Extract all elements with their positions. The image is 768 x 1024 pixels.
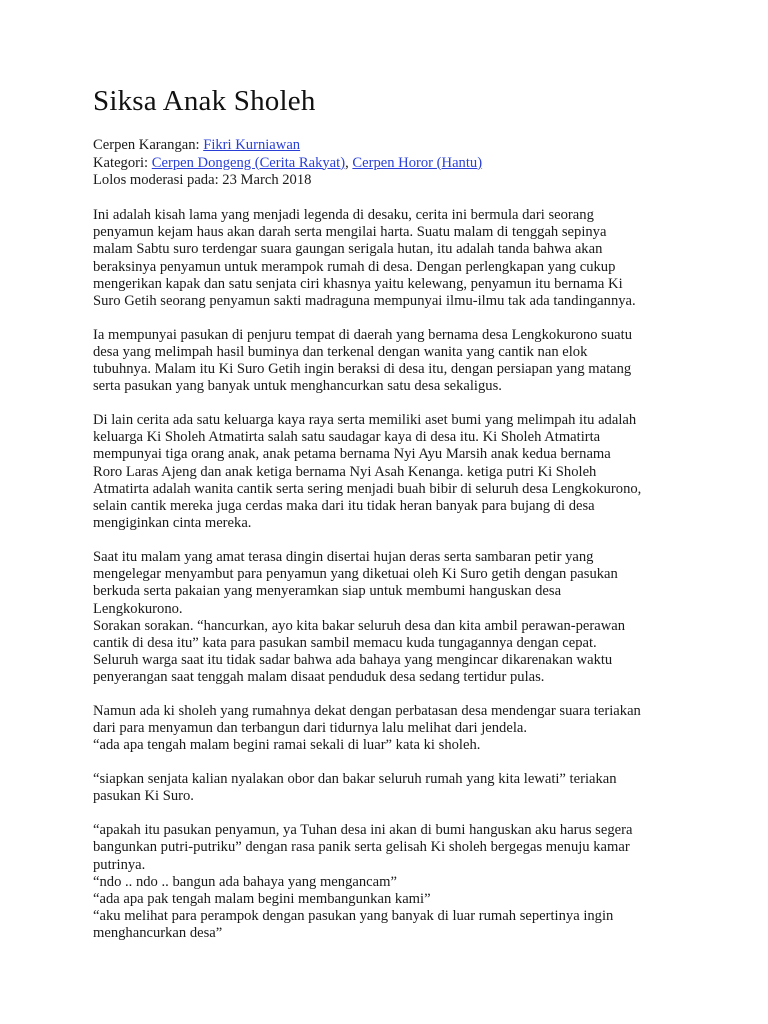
paragraph-line: Lengkokurono. xyxy=(93,600,183,617)
paragraph-line: “ada apa tengah malam begini ramai sekali di luar” kata ki sholeh. xyxy=(93,737,481,754)
paragraph-line: penyamun kejam haus akan darah serta mengilai harta. Suatu malam di tenggah sepinya xyxy=(93,224,607,241)
paragraph-line: Ini adalah kisah lama yang menjadi legenda di desaku, cerita ini bermula dari seorang xyxy=(93,207,594,223)
paragraph-line: mempunyai tiga orang anak, anak petama bernama Nyi Ayu Marsih anak kedua bernama xyxy=(93,446,611,463)
paragraph-line: Di lain cerita ada satu keluarga kaya raya serta memiliki aset bumi yang melimpah itu adalah xyxy=(93,412,637,429)
paragraph-line: tubuhnya. Malam itu Ki Suro Getih ingin beraksi di desa itu, dengan persiapan yang matang xyxy=(93,361,632,378)
author-label: Cerpen Karangan: xyxy=(93,137,204,153)
story-paragraph xyxy=(93,822,693,942)
paragraph-line: dari para menyamun dan terbangun dari tidurnya lalu melihat dari jendela. xyxy=(93,720,528,737)
paragraph-line: cantik di desa itu” kata para pasukan sambil memacu kuda tungagannya dengan cepat. xyxy=(93,634,597,651)
paragraph-line: Ia mempunyai pasukan di penjuru tempat di daerah yang bernama desa Lengkokurono suatu xyxy=(93,326,632,343)
story-paragraph xyxy=(93,207,693,310)
story-paragraph xyxy=(93,412,693,532)
story-meta xyxy=(93,137,482,190)
paragraph-line: “siapkan senjata kalian nyalakan obor dan bakar seluruh rumah yang kita lewati” teriakan xyxy=(93,771,617,788)
story-body xyxy=(93,207,693,959)
moderation-date: Lolos moderasi pada: 23 March 2018 xyxy=(93,172,312,188)
paragraph-line: penyerangan saat tenggah malam disaat penduduk desa sedang tertidur pulas. xyxy=(93,669,545,686)
paragraph-line: mengelegar menyambut para penyamun yang diketuai oleh Ki Suro getih dengan pasukan xyxy=(93,566,618,583)
paragraph-line: menghancurkan desa” xyxy=(93,925,223,942)
paragraph-line: selain cantik mereka juga cerdas maka dari itu tidak heran banyak para bujang di desa xyxy=(93,498,595,515)
paragraph-line: Suro Getih seorang penyamun sakti madraguna mempunyai ilmu-ilmu tak ada tandingannya. xyxy=(93,293,636,310)
paragraph-line: Seluruh warga saat itu tidak sadar bahwa ada bahaya yang mengincar dikarenakan waktu xyxy=(93,652,613,669)
paragraph-line: putrinya. xyxy=(93,856,146,873)
paragraph-line: “aku melihat para perampok dengan pasukan yang banyak di luar rumah sepertinya ingin xyxy=(93,908,614,925)
paragraph-line: desa yang melimpah hasil buminya dan terkenal dengan wanita yang cantik nan elok xyxy=(93,343,588,360)
paragraph-line: “ada apa pak tengah malam begini membangunkan kami” xyxy=(93,890,431,907)
author-line xyxy=(93,137,482,155)
category-line xyxy=(93,155,482,173)
paragraph-line: Atmatirta adalah wanita cantik serta sering menjadi buah bibir di seluruh desa Lengkokurono, xyxy=(93,480,642,497)
paragraph-line: “apakah itu pasukan penyamun, ya Tuhan desa ini akan di bumi hanguskan aku harus segera xyxy=(93,822,633,839)
story-paragraph xyxy=(93,703,693,755)
story-title: Siksa Anak Sholeh xyxy=(93,85,316,117)
category-link-dongeng[interactable]: Cerpen Dongeng (Cerita Rakyat) xyxy=(151,154,346,171)
paragraph-line: keluarga Ki Sholeh Atmatirta salah satu saudagar kaya di desa itu. Ki Sholeh Atmatirta xyxy=(93,429,601,446)
category-label: Kategori: xyxy=(93,154,152,171)
paragraph-line: malam Sabtu suro terdengar suara gaungan serigala hutan, itu adalah tanda bahwa akan xyxy=(93,241,603,258)
paragraph-line: mengiginkan cinta mereka. xyxy=(93,515,252,532)
paragraph-line: mengerikan kapak dan satu senjata ciri khasnya yaitu kelewang, penyamun itu bernama Ki xyxy=(93,275,623,292)
paragraph-line: berkuda serta pakaian yang menyeramkan siap untuk membumi hanguskan desa xyxy=(93,583,562,600)
story-paragraph xyxy=(93,771,693,805)
paragraph-line: Namun ada ki sholeh yang rumahnya dekat dengan perbatasan desa mendengar suara teriakan xyxy=(93,703,641,720)
paragraph-line: Saat itu malam yang amat terasa dingin disertai hujan deras serta sambaran petir yang xyxy=(93,548,594,565)
category-separator: , xyxy=(345,154,353,171)
paragraph-line: bangunkan putri-putriku” dengan rasa panik serta gelisah Ki sholeh bergegas menuju kamar xyxy=(93,839,630,856)
paragraph-line: “ndo .. ndo .. bangun ada bahaya yang mengancam” xyxy=(93,873,397,890)
story-paragraph xyxy=(93,327,693,396)
paragraph-line: Roro Laras Ajeng dan anak ketiga bernama Nyi Asah Kenanga. ketiga putri Ki Sholeh xyxy=(93,463,597,480)
paragraph-line: pasukan Ki Suro. xyxy=(93,788,194,805)
author-link[interactable]: Fikri Kurniawan xyxy=(203,137,301,153)
paragraph-line: Sorakan sorakan. “hancurkan, ayo kita bakar seluruh desa dan kita ambil perawan-perawan xyxy=(93,617,626,634)
paragraph-line: beraksinya penyamun untuk merampok rumah di desa. Dengan perlengkapan yang cukup xyxy=(93,258,616,275)
paragraph-line: serta pasukan yang banyak untuk menghancurkan satu desa sekaligus. xyxy=(93,378,502,395)
category-link-horor[interactable]: Cerpen Horor (Hantu) xyxy=(352,154,483,171)
story-paragraph xyxy=(93,549,693,687)
